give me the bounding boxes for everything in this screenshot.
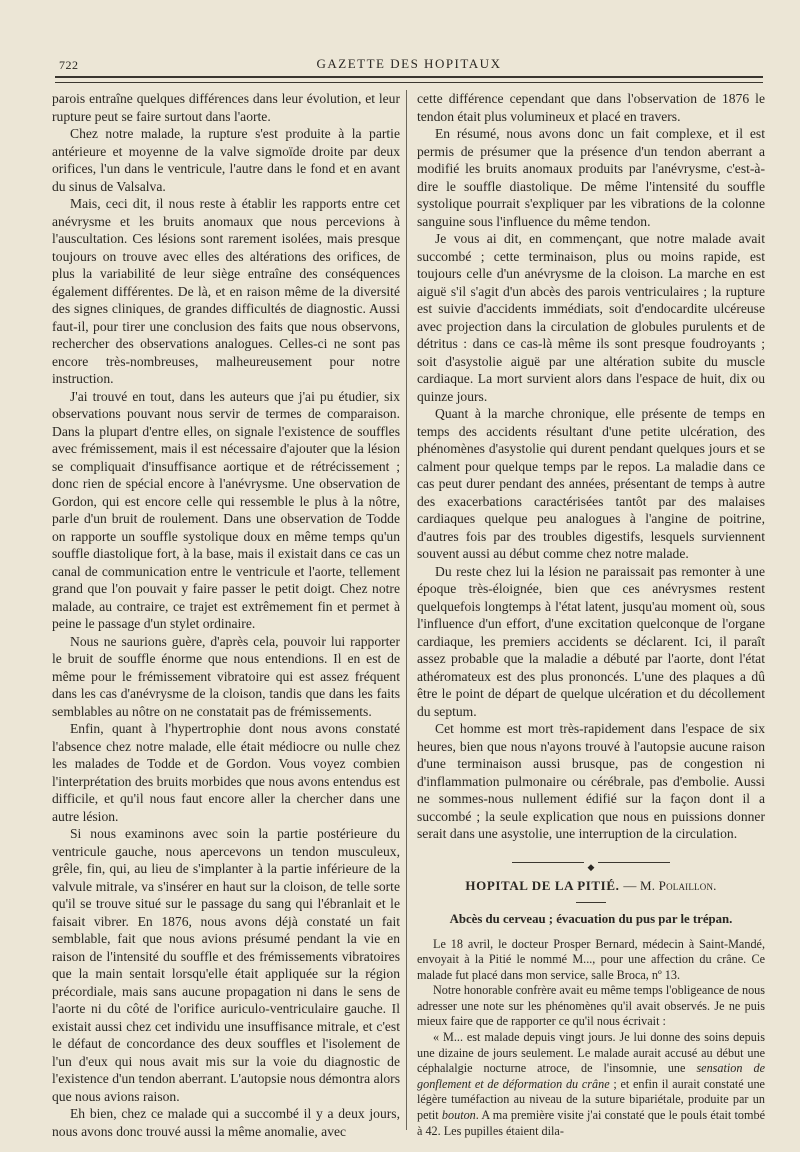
paragraph: Du reste chez lui la lésion ne paraissait pas remonter à une époque très-éloignée, bien que ces anévrysmes restent quelquefois longtemps à l'état latent, jusqu'au moment où, sous l'influence d'un effort, d'une excitation quelconque de l'organe cardiaque, les premiers accidents se déclarent. Ici, il paraît assez probable que la maladie a débuté par l'aorte, dont l'état athéromateux est des plus prononcés. L'une des plaques a dû être le point de départ de quelque ulcération et du décollement du septum. (417, 563, 765, 719)
paragraph: Le 18 avril, le docteur Prosper Bernard, médecin à Saint-Mandé, envoyait à la Pitié le nommé M..., pour une affection du crâne. Ce malade fut placé dans mon service, salle Broca, nº 13. (417, 936, 765, 982)
quote-emphasis: sensation de gonflement et de déformation du crâne (417, 1061, 765, 1091)
sub-heading: Abcès du cerveau ; évacuation du pus par le trépan. (449, 912, 733, 926)
header-rule (55, 76, 763, 78)
quote-text: « M... est malade depuis vingt jours. Je lui donne des soins depuis une dizaine de jours seulement. Le malade aurait accusé au début une céphalalgie nocturne atroce, de l'insomnie, une (417, 1030, 765, 1076)
paragraph: Eh bien, chez ce malade qui a succombé il y a deux jours, nous avons donc trouvé aussi la même anomalie, avec (52, 1106, 400, 1139)
page-header (55, 52, 763, 74)
header-rule-thin (55, 82, 763, 83)
paragraph: Quant à la marche chronique, elle présente de temps en temps des accidents résultant d'une petite ulcération, des phénomènes d'asystolie qui durent pendant quelques jours et se calment pour quelque temps par le repos. La maladie dans ce cas peut durer pendant des années, présentant de temps à autre des exacerbations caractérisées tantôt par des malaises cardiaques quelque peu analogues à l'angine de poitrine, d'autres fois par des troubles digestifs, lesquels surviennent souvent aussi au début comme chez notre malade. (417, 406, 765, 561)
section-heading (417, 877, 765, 895)
separator-diamond-icon: ◆ (584, 862, 599, 872)
paragraph: Cet homme est mort très-rapidement dans l'espace de six heures, bien que nous n'ayons trouvé à l'autopsie aucune raison d'une terminaison aussi brusque, pas de congestion ni d'inflammation pulmonaire ou cérébrale, pas d'embolie. Aussi ne sommes-nous nullement édifié sur la façon dont il a succombé ; la seule explication que nous en puissions donner serait dans une asystolie, une interruption de la circulation. (417, 721, 765, 841)
section-heading-author: — M. Polaillon. (623, 877, 717, 893)
paragraph: Notre honorable confrère avait eu même temps l'obligeance de nous adresser une note sur les phénomènes qu'il avait observés. Je ne puis mieux faire que de rapporter ce qu'il nous écrivait : (417, 983, 765, 1029)
paragraph: Mais, ceci dit, il nous reste à établir les rapports entre cet anévrysme et les bruits anomaux que nous percevions à l'auscultation. Ces lésions sont rarement isolées, mais presque toujours on trouve avec elles des altérations des orifices, de plus la variabilité de leur siège entraîne des conséquences également différentes. De là, et en raison même de la diversité des signes cliniques, de grandes difficultés de diagnostic. Aussi faut-il, pour tirer une conclusion des faits que nous observons, rechercher des observations analogues. Celles-ci ne sont pas encore très-nombreuses, malheureusement pour notre instruction. (52, 196, 400, 386)
paragraph: En résumé, nous avons donc un fait complexe, et il est permis de présumer que la présence d'un tendon aberrant a modifié les bruits anomaux produits par l'anévrysme, c'est-à-dire le souffle diastolique. De même l'intensité du souffle systolique pourrait s'expliquer par les vibrations de la colonne sanguine sous l'influence du même tendon. (417, 126, 765, 229)
left-column (52, 90, 400, 1140)
quote-text: ; et enfin il aurait constaté une légère tuméfaction au niveau de la suture bipariétale, produite par un petit (417, 1076, 765, 1123)
paragraph (417, 1030, 765, 1139)
quote-emphasis: bouton (441, 1108, 476, 1123)
paragraph: Nous ne saurions guère, d'après cela, pouvoir lui rapporter le bruit de souffle énorme que nous entendions. Il en est de même pour le frémissement vibratoire qui est assez fréquent dans les cas d'anévrysme de la cloison, tandis que dans les faits semblables au nôtre on ne constatait pas de frémissements. (52, 633, 400, 719)
paragraph: Je vous ai dit, en commençant, que notre malade avait succombé ; cette terminaison, plus ou moins rapide, est toujours celle d'un anévrysme de la cloison. La marche en est aiguë s'il s'agit d'un abcès des parois ventriculaires ; la rupture est suivie d'accidents immédiats, soit d'endocardite ulcéreuse avec projection dans la circulation de globules purulents et de détritus : dans ce cas-là même ils sont presque foudroyants ; soit d'asystolie aiguë par une altération subite du muscle cardiaque. La mort survient alors dans l'espace de huit, dix ou quinze jours. (417, 231, 765, 404)
paragraph: Enfin, quant à l'hypertrophie dont nous avons constaté l'absence chez notre malade, elle était médiocre ou nulle chez les malades de Todde et de Gordon. Vous voyez combien l'interprétation des bruits morbides que nous avons entendus est difficile, et qu'il nous faut encore aller la chercher dans une autre lésion. (52, 721, 400, 824)
page-number: 722 (59, 58, 79, 72)
section-heading-title: HOPITAL DE LA PITIÉ. (465, 877, 620, 893)
paragraph: J'ai trouvé en tout, dans les auteurs que j'ai pu étudier, six observations pouvant nous servir de termes de comparaison. Dans la plupart d'entre elles, on signale l'existence de souffles avec frémissement, mais il est nécessaire d'ajouter que la lésion se compliquait d'insuffisance aortique et de rétrécissement ; donc rien de spécial encore à l'anévrysme. Une observation de Gordon, qui est encore celle qui ressemble le plus à la nôtre, parle d'un bruit de roulement. Dans une observation de Todde on rapporte un souffle systolique doux en même temps qu'un souffle diastolique fort, à la base, mais il existait dans ce cas un canal de communication entre le ventricule et l'aorte, tellement grand que l'on pouvait y faire passer le petit doigt. Chez notre malade, au contraire, ce trajet est extrêmement fin et permet à peine le passage d'un stylet ordinaire. (52, 388, 400, 631)
short-rule (576, 902, 606, 903)
paragraph: Si nous examinons avec soin la partie postérieure du ventricule gauche, nous apercevons un tendon musculeux, grêle, fin, qui, au lieu de s'implanter à la partie inférieure de la valvule mitrale, va s'insérer en haut sur la cloison, de telle sorte qu'il se trouve situé sur le passage du sang qui l'ébranlait et le faisait vibrer. En 1876, nous avons déjà constaté un fait semblable, fait que nous avions présumé pendant la vie en raison de l'intensité du souffle et des frémissements vibratoires que la main sentait lorsqu'elle était appliquée sur la région précordiale, mais sans aucune propagation ni dans le sens de l'aorte ni du côté de l'orifice auriculo-ventriculaire gauche. Il existait aussi chez cet individu une insuffisance mitrale, et c'est le défaut de concordance des deux souffles et l'isolement de l'un d'eux qui nous avait mis sur la voie du diagnostic de l'existence d'un tendon aberrant. L'autopsie nous démontra alors que nous avions raison. (52, 826, 400, 1104)
section-separator (417, 857, 765, 872)
journal-title: GAZETTE DES HOPITAUX (316, 56, 502, 71)
right-column (417, 90, 765, 1139)
case-report (417, 937, 765, 1140)
paragraph: parois entraîne quelques différences dans leur évolution, et leur rupture peut se faire surtout dans l'aorte. (52, 91, 400, 124)
column-divider (406, 90, 407, 1130)
paragraph: Chez notre malade, la rupture s'est produite à la partie antérieure et moyenne de la valve sigmoïde droite par deux orifices, l'un dans le ventricule, l'autre dans le fond et en avant du sinus de Valsalva. (52, 126, 400, 194)
paragraph: cette différence cependant que dans l'observation de 1876 le tendon était plus volumineux et placé en travers. (417, 91, 765, 124)
quote-text: . A ma première visite j'ai constaté que le pouls était tombé à 42. Les pupilles étaient dila- (417, 1108, 765, 1138)
